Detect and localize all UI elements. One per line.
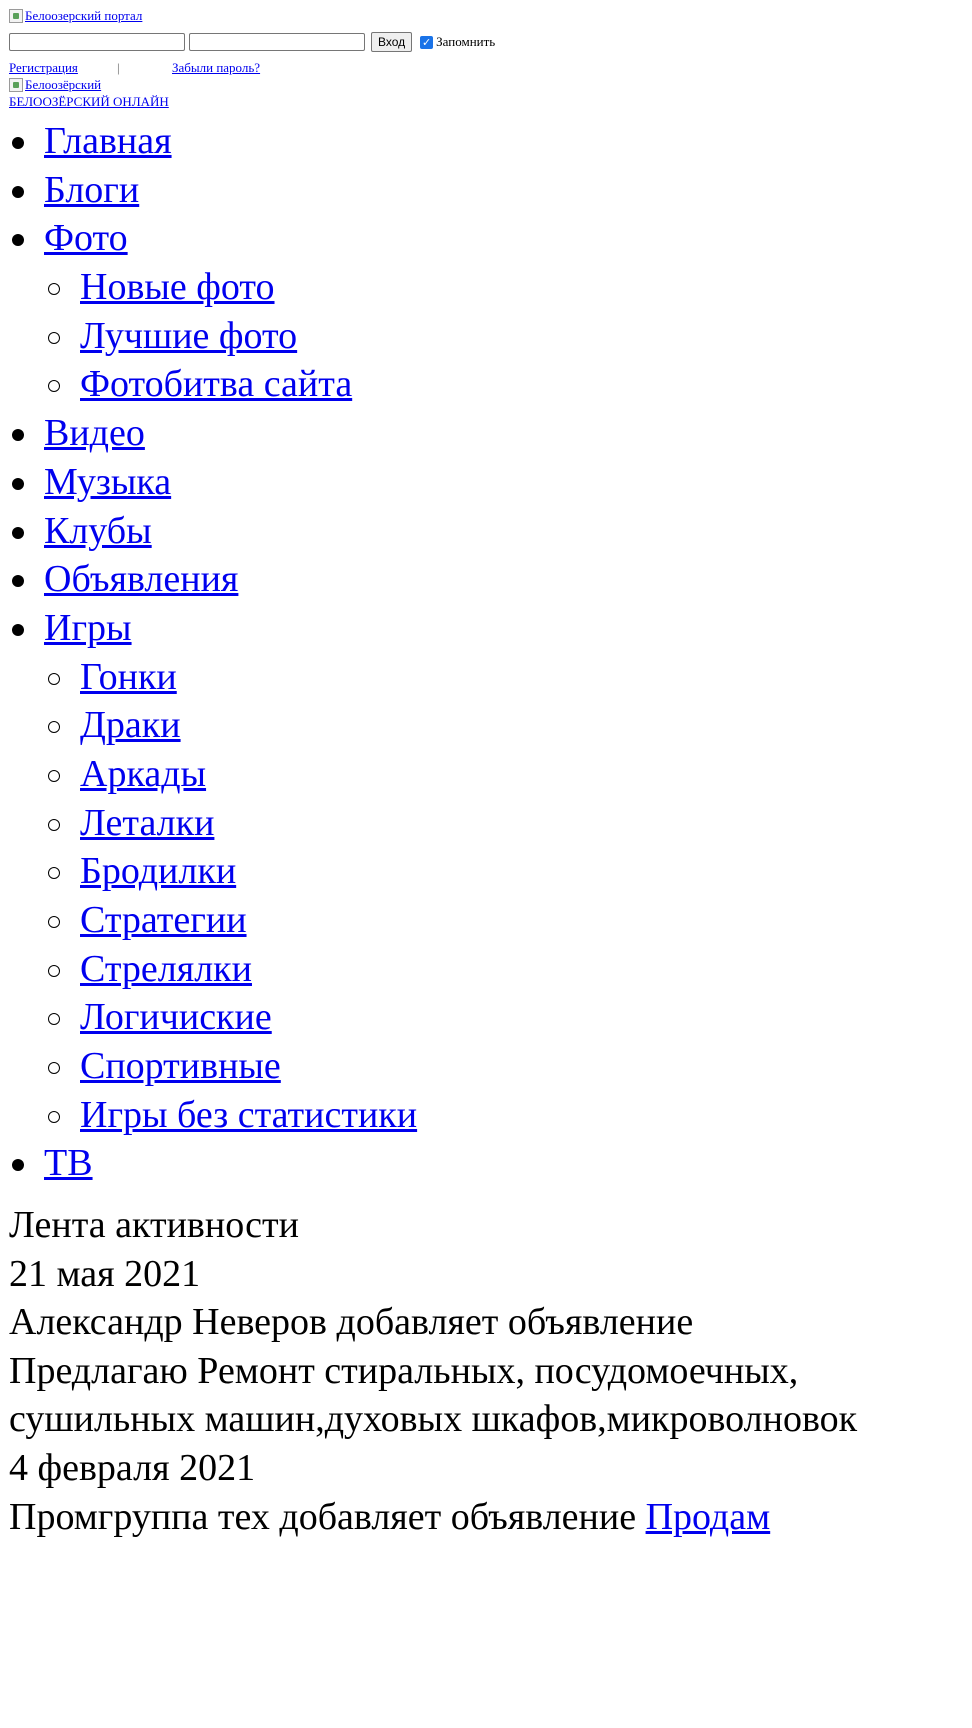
- disc-bullet-icon: [12, 624, 24, 636]
- nav-link-video[interactable]: Видео: [44, 412, 145, 455]
- nav-subitem-games-shooter: [0, 945, 972, 994]
- nav-subitem-games-fighting: [0, 701, 972, 750]
- disc-bullet-icon: [12, 478, 24, 490]
- nav-link-tv[interactable]: ТВ: [44, 1142, 93, 1185]
- login-field[interactable]: [9, 33, 185, 51]
- main-navigation: [0, 117, 972, 1188]
- disc-bullet-icon: [12, 1159, 24, 1171]
- disc-bullet-icon: [12, 575, 24, 587]
- nav-link-games-shooter[interactable]: Стрелялки: [80, 947, 252, 990]
- nav-subitem-games-nostats: [0, 1091, 972, 1140]
- nav-link-photo-battle[interactable]: Фотобитва сайта: [80, 363, 353, 406]
- feed-entry-action: Промгруппа тех добавляет объявление: [9, 1495, 637, 1538]
- circle-bullet-icon: [48, 721, 60, 733]
- circle-bullet-icon: [48, 770, 60, 782]
- portal-logo-alt: Белоозерский портал: [25, 8, 143, 23]
- nav-link-games-racing[interactable]: Гонки: [80, 655, 177, 698]
- nav-item-music: [0, 458, 972, 507]
- nav-subitem-games-flying: [0, 799, 972, 848]
- nav-link-games-fighting[interactable]: Драки: [80, 704, 181, 747]
- feed-entry-date: 4 февраля 2021: [9, 1446, 256, 1489]
- disc-bullet-icon: [12, 527, 24, 539]
- nav-item-video: [0, 409, 972, 458]
- register-separator: |: [117, 60, 120, 75]
- portal-logo-link[interactable]: [9, 8, 142, 24]
- nav-item-games: [0, 604, 972, 653]
- feed-entry-line: [9, 1493, 969, 1542]
- nav-subitem-games-racing: [0, 653, 972, 702]
- site-title-link[interactable]: БЕЛООЗЁРСКИЙ ОНЛАЙН: [9, 94, 169, 109]
- remember-checkbox[interactable]: ✓: [422, 35, 432, 49]
- nav-link-games-adventure[interactable]: Бродилки: [80, 850, 237, 893]
- circle-bullet-icon: [48, 332, 60, 344]
- nav-link-ads[interactable]: Объявления: [44, 558, 239, 601]
- nav-item-clubs: [0, 507, 972, 556]
- nav-subitem-games-logic: [0, 993, 972, 1042]
- circle-bullet-icon: [48, 380, 60, 392]
- remember-toggle[interactable]: [420, 34, 495, 50]
- password-field[interactable]: [189, 33, 365, 51]
- forgot-password-link[interactable]: Забыли пароль?: [172, 60, 261, 75]
- nav-link-blogs[interactable]: Блоги: [44, 168, 140, 211]
- register-link[interactable]: Регистрация: [9, 60, 78, 75]
- account-links: [9, 60, 309, 76]
- nav-link-photo-new[interactable]: Новые фото: [80, 266, 275, 309]
- nav-subitem-games-arcade: [0, 750, 972, 799]
- nav-list: [0, 117, 972, 1188]
- nav-link-games-strategy[interactable]: Стратегии: [80, 899, 247, 941]
- nav-item-photo: [0, 214, 972, 263]
- site-logo-link[interactable]: [9, 78, 101, 92]
- circle-bullet-icon: [48, 965, 60, 977]
- remember-label: Запомнить: [436, 34, 496, 49]
- login-button[interactable]: Вход: [371, 32, 412, 52]
- nav-link-music[interactable]: Музыка: [44, 460, 172, 503]
- nav-subitem-photo-battle: [0, 360, 972, 409]
- nav-link-home[interactable]: Главная: [44, 120, 172, 162]
- nav-item-blogs: [0, 166, 972, 215]
- broken-image-icon: [9, 9, 23, 23]
- feed-entry-link[interactable]: Продам: [645, 1495, 771, 1538]
- nav-link-clubs[interactable]: Клубы: [44, 509, 152, 552]
- nav-link-photo-best[interactable]: Лучшие фото: [80, 314, 298, 357]
- nav-subitem-games-adventure: [0, 847, 972, 896]
- nav-link-games-arcade[interactable]: Аркады: [80, 752, 207, 795]
- site-logo-alt: Белоозёрский: [25, 77, 102, 92]
- nav-subitem-photo-new: [0, 263, 972, 312]
- disc-bullet-icon: [12, 186, 24, 198]
- circle-bullet-icon: [48, 1111, 60, 1123]
- nav-link-games-nostats[interactable]: Игры без статистики: [80, 1093, 418, 1136]
- broken-image-icon: [9, 78, 23, 92]
- circle-bullet-icon: [48, 673, 60, 685]
- circle-bullet-icon: [48, 916, 60, 928]
- nav-link-games-flying[interactable]: Леталки: [80, 801, 215, 844]
- circle-bullet-icon: [48, 283, 60, 295]
- nav-link-photo[interactable]: Фото: [44, 217, 128, 260]
- login-form: [9, 32, 495, 52]
- circle-bullet-icon: [48, 1013, 60, 1025]
- activity-feed: [9, 1201, 969, 1541]
- nav-subitem-photo-best: [0, 312, 972, 361]
- disc-bullet-icon: [12, 137, 24, 149]
- circle-bullet-icon: [48, 1062, 60, 1074]
- feed-entry-action: Александр Неверов добавляет объявление: [9, 1301, 694, 1344]
- circle-bullet-icon: [48, 867, 60, 879]
- nav-item-tv: [0, 1139, 972, 1188]
- nav-link-games-sport[interactable]: Спортивные: [80, 1045, 281, 1088]
- nav-link-games-logic[interactable]: Логичиские: [80, 996, 272, 1039]
- nav-subitem-games-sport: [0, 1042, 972, 1091]
- nav-subitem-games-strategy: [0, 896, 972, 945]
- disc-bullet-icon: [12, 429, 24, 441]
- circle-bullet-icon: [48, 819, 60, 831]
- feed-title: Лента активности: [9, 1204, 299, 1246]
- disc-bullet-icon: [12, 234, 24, 246]
- nav-item-home: [0, 117, 972, 166]
- nav-item-ads: [0, 555, 972, 604]
- nav-link-games[interactable]: Игры: [44, 606, 132, 649]
- feed-entry-text: Предлагаю Ремонт стиральных, посудомоечных, сушильных машин,духовых шкафов,микроволновок: [9, 1349, 858, 1441]
- feed-entry-date: 21 мая 2021: [9, 1252, 201, 1295]
